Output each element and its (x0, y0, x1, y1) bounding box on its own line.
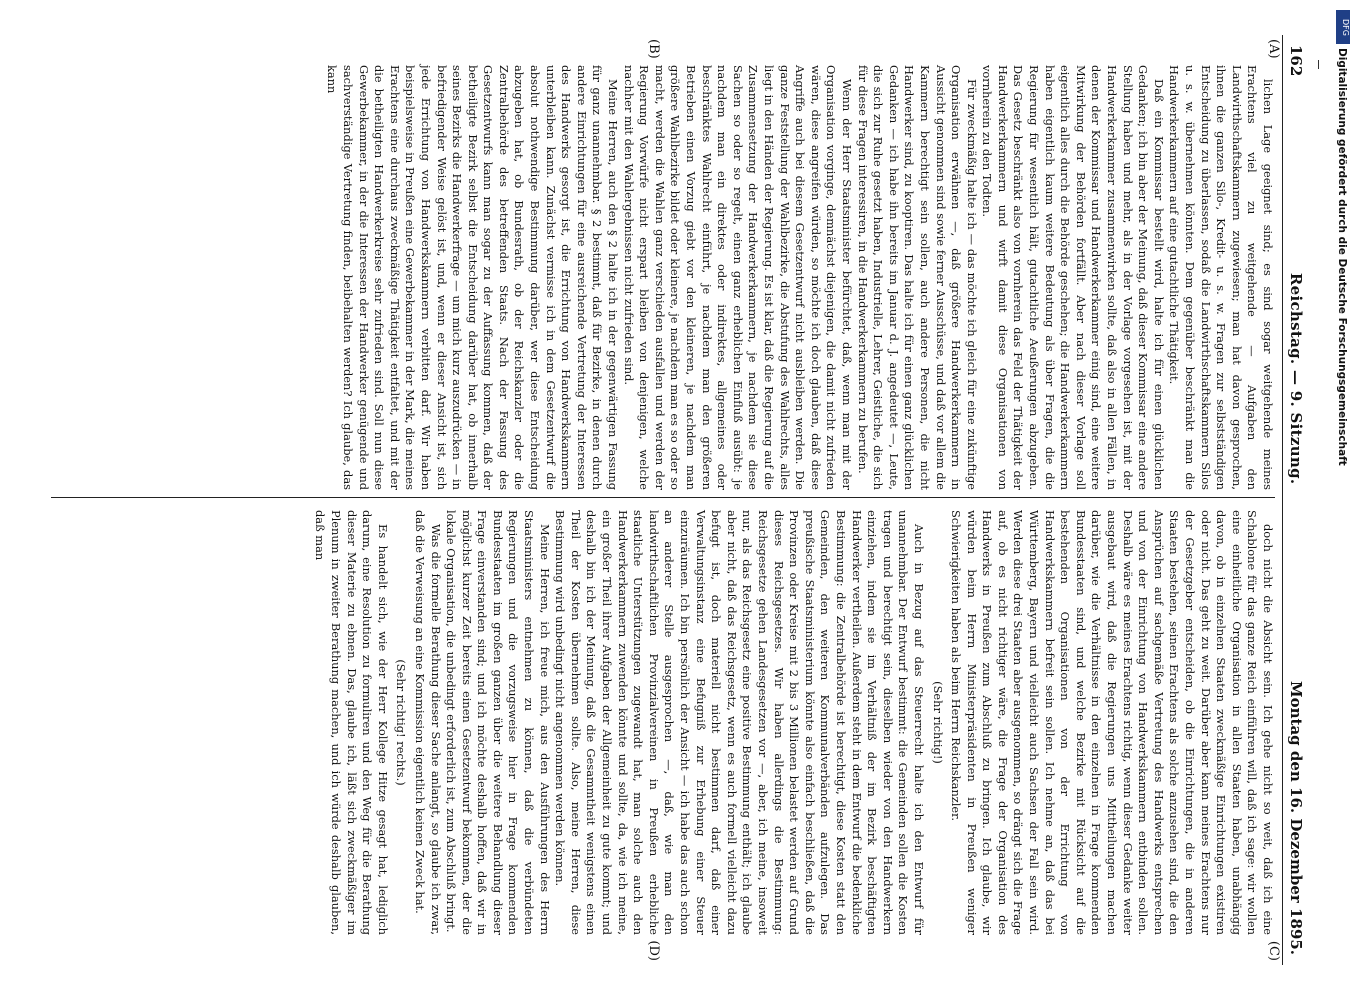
margin-mark-b: (B) (646, 39, 661, 59)
paragraph: Meine Herren, ich freue mich, aus den Ausführungen des Herrn Staatsministers entnehmen zu können, daß die verbündeten Regierungen und die vorzugsweise hier in Frage kommenden Bundesstaaten im großen ganzen über die weitere Behandlung dieser Frage einverstanden sind; und ich möchte deshalb hoffen, daß wir in möglichst kurzer Zeit bereits einen Gesetzentwurf bekommen, der die lokale Organisation, die unbedingt erforderlich ist, zum Abschluß bringt. (444, 510, 552, 935)
digitization-credit: Digitalisierung gefördert durch die Deutsche Forschungsgemeinschaft (1336, 48, 1348, 466)
interjection: (Sehr richtig! rechts.) (394, 659, 409, 786)
paragraph: lichen Lage geeignet sind; es sind sogar weitgehende meines Erachtens viel zu weitgehende — Aufgaben den Landwirthschaftskammern zugewiesen; man hat davon gesprochen, ihnen die ganzen Silo-, Kredit- u. s. w. Fragen zur selbstständigen Entscheidung zu überlassen, sodaß die Landwirthschaftskammern Silos u. s. w. übernehmen könnten. Dem gegenüber beschränkt man die Handwerkerkammern auf eine gutachtliche Thätigkeit. (1167, 65, 1275, 490)
page-number: 162 (1287, 45, 1305, 77)
paragraph: Was die formelle Berathung dieser Sache anlangt, so glaube ich zwar, daß die Verweisung an eine Kommission eigentlich keinen Zweck hat. (412, 510, 443, 935)
paragraph: Es handelt sich, wie der Herr Kollege Hitze gesagt hat, lediglich darum, eine Resolution zu formuliren und den Weg für die Berathung dieser Materie zu ebnen. Das, glaube ich, läßt sich zweckmäßiger im Plenum in zweiter Berathung machen, und ich würde deshalb glauben, daß man (313, 510, 390, 935)
margin-dash (1318, 60, 1319, 69)
interjection: (Sehr richtig!) (930, 681, 945, 764)
paragraph: Wenn der Herr Staatsminister befürchtet, daß, wenn man mit der Organisation vorginge, demnächst diejenigen, die damit nicht zufrieden wären, diese angreifen würden, so möchte ich doch glauben, daß diese Angriffe auch bei diesem Gesetzentwurf nicht ausbleiben werden. Die ganze Feststellung der Wahlbezirke, die Abstufung des Wahlrechts, alles liegt in den Händen der Regierung. Es ist klar, daß die Regierung auf die Zusammensetzung der Handwerkerkammern, je nachdem sie diese Sachen so oder so regelt, einen ganz erheblichen Einfluß ausübt: je nachdem man ein direktes oder indirektes, allgemeines oder beschränktes Wahlrecht einführt, je nachdem man den größeren Betrieben einen Vorzug giebt vor den kleineren, je nachdem man größere Wahlbezirke bildet oder kleinere, je nachdem man es so oder so macht, werden die Wahlen ganz verschieden ausfallen und werden der Regierung Vorwürfe nicht erspart bleiben von denjenigen, welche nachher mit den Wahlergebnissen nicht zufrieden sind. (621, 65, 854, 490)
paragraph: Meine Herren, auch den § 2 halte ich in der gegenwärtigen Fassung für ganz unannehmbar. § 2 bestimmt, daß für Bezirke, in denen durch andere Einrichtungen für eine ausreichende Vertretung der Interessen des Handwerks gesorgt ist, die Errichtung von Handwerkskammern unterbleiben kann. Zunächst vermisse ich in dem Gesetzentwurf die absolut nothwendige Bestimmung darüber, wer diese Entscheidung abzugeben hat, ob Bundesrath, ob der Reichskanzler oder die Zentralbehörde des betreffenden Staats. Nach der Fassung des Gesetzentwurfs kann man sogar zu der Auffassung kommen, daß der betheiligte Bezirk selbst die Entscheidung darüber hat, ob innerhalb seines Bezirks die Handwerkerfrage — um mich kurz auszudrücken — in befriedigender Weise gelöst ist, und, wenn er dieser Ansicht ist, sich jede Errichtung von Handwerkskammern verbitten darf. Wir haben beispielsweise in Preußen eine Gewerbekammer in der Mark, die meines Erachtens eine durchaus zweckmäßige Thätigkeit entfaltet, und mit der die betheiligten Handwerkerkreise sehr zufrieden sind. Soll nun diese Gewerbekammer, in der die Interessen der Handwerker genügende und sachverständige Vertretung finden, beibehalten werden? Ich glaube, das kann (325, 65, 621, 490)
left-column (324, 65, 1275, 490)
rotated-page (31, 35, 1321, 965)
margin-mark-a: (A) (1266, 39, 1281, 59)
right-column (312, 510, 1275, 935)
paragraph: Für zweckmäßig halte ich — das möchte ich gleich für eine zukünftige Organisation erwähnen —, daß größere Handwerkerkammern in Aussicht genommen sind sowie ferner Ausschüsse, und daß vor allem die Kammern berechtigt sein sollen, auch andere Personen, die nicht Handwerker sind, zu kooptiren. Das halte ich für einen ganz glücklichen Gedanken — ich habe ihn bereits im Januar d. J. angedeutet —, Leute, die sich zur Ruhe gesetzt haben, Industrielle, Lehrer, Geistliche, die sich für diese Fragen interessiren, in die Handwerkerkammern zu berufen. (855, 65, 979, 490)
paragraph: Daß ein Kommissar bestellt wird, halte ich für einen glücklichen Gedanken; ich bin aber der Meinung, daß dieser Kommissar eine andere Stellung haben und mehr, als in der Vorlage vorgesehen ist, mit der Handwerkerkammer zusammenwirken sollte, daß also in allen Fällen, in denen der Kommissar und Handwerkerkammer einig sind, eine weitere Mitwirkung der Behörden fortfällt. Aber nach dieser Vorlage soll eigentlich alles durch die Behörde geschehen; die Handwerkerkammern haben eigentlich kaum weitere Bedeutung als über Fragen, die die Regierung für wesentlich hält, gutachtliche Aeußerungen abzugeben. Das Gesetz beschränkt also von vornherein das Feld der Thätigkeit der Handwerkerkammern und wirft damit diese Organisationen von vornherein zu den Todten. (980, 65, 1166, 490)
column-divider (51, 497, 1275, 498)
paragraph: doch nicht die Absicht sein. Ich gehe nicht so weit, daß ich eine Schablone für das ganze Reich einführen will, daß ich sage: wir wollen eine einheitliche Organisation in allen Staaten haben, unabhängig davon, ob in einzelnen Staaten zweckmäßige Einrichtungen existiren oder nicht. Das geht zu weit. Darüber aber kann meines Erachtens nur der Gesetzgeber entscheiden, ob die Einrichtungen, die in anderen Staaten bestehen, seinen Erachtens als solche anzusehen sind, die den Ansprüchen auf sachgemäße Vertretung des Handwerks entsprechen und von der Einrichtung von Handwerkskammern entbinden sollen. Deshalb wäre es meines Erachtens richtig, wenn dieser Gedanke weiter ausgebaut wird, daß die Regierungen uns Mittheilungen machen darüber, wie die Verhältnisse in den einzelnen in Frage kommenden Bundesstaaten sind, und welche Bezirke mit Rücksicht auf die bestehenden Organisationen von der Errichtung von Handwerkskammern befreit sein sollen. Ich nehme an, daß das bei Württemberg, Bayern und vielleicht auch Sachsen der Fall sein wird. Werden diese drei Staaten aber ausgenommen, so drängt sich die Frage auf, ob es nicht richtiger wäre, die Frage der Organisation des Handwerks in Preußen zum Abschluß zu bringen. Ich glaube, wir würden beim Herrn Ministerpräsidenten in Preußen weniger Schwierigkeiten haben als beim Herrn Reichskanzler. (949, 510, 1275, 935)
session-date: Montag den 16. Dezember 1895. (1287, 681, 1305, 955)
paragraph: Auch in Bezug auf das Steuerrecht halte ich den Entwurf für unannehmbar. Der Entwurf bestimmt: die Gemeinden sollen die Kosten tragen und berechtigt sein, dieselben wieder von den Handwerkern einziehen, indem sie im Verhältniß der im Bezirk beschäftigten Handwerker vertheilen. Außerdem steht in dem Entwurf die bedenkliche Bestimmung: die Zentralbehörde ist berechtigt, diese Kosten statt den Gemeinden, den weiteren Kommunalverbänden aufzulegen. Das preußische Staatsministerium könnte also einfach beschließen, daß die Provinzen oder Kreise mit 2 bis 3 Millionen belastet werden auf Grund dieses Reichsgesetzes. Wir haben allerdings die Bestimmung: Reichsgesetze gehen Landesgesetzen vor —, aber, ich meine, insoweit nur, als das Reichsgesetz eine positive Bestimmung enthält; ich glaube aber nicht, daß das Reichsgesetz, wenn es auch formell vielleicht dazu befugt ist, doch materiell nicht bestimmen darf, daß einer Verwaltungsinstanz eine Befugniß zur Erhebung einer Steuer einzuräumen. Ich bin persönlich der Ansicht — ich habe das auch schon an anderer Stelle ausgesprochen —, daß, wie man den landwirthschaftlichen Provinzialvereinen in Preußen erhebliche staatliche Unterstützungen zugewandt hat, man solche auch den Handwerkerkammern zuwenden könnte und sollte, da, wie ich meine, ein großer Theil ihrer Aufgaben der Allgemeinheit zu gute kommt; und deshalb bin ich der Meinung, daß die Gesammtheit wenigstens einen Theil der Kosten übernehmen sollte. Also, meine Herren, diese Bestimmung wird unbedingt nicht angenommen werden können. (553, 510, 926, 935)
margin-mark-c: (C) (1266, 940, 1281, 961)
dfg-logo: DFG (1336, 10, 1350, 44)
page-header (1282, 35, 1313, 965)
margin-mark-d: (D) (646, 940, 661, 961)
session-title: Reichstag. — 9. Sitzung. (1287, 272, 1305, 485)
